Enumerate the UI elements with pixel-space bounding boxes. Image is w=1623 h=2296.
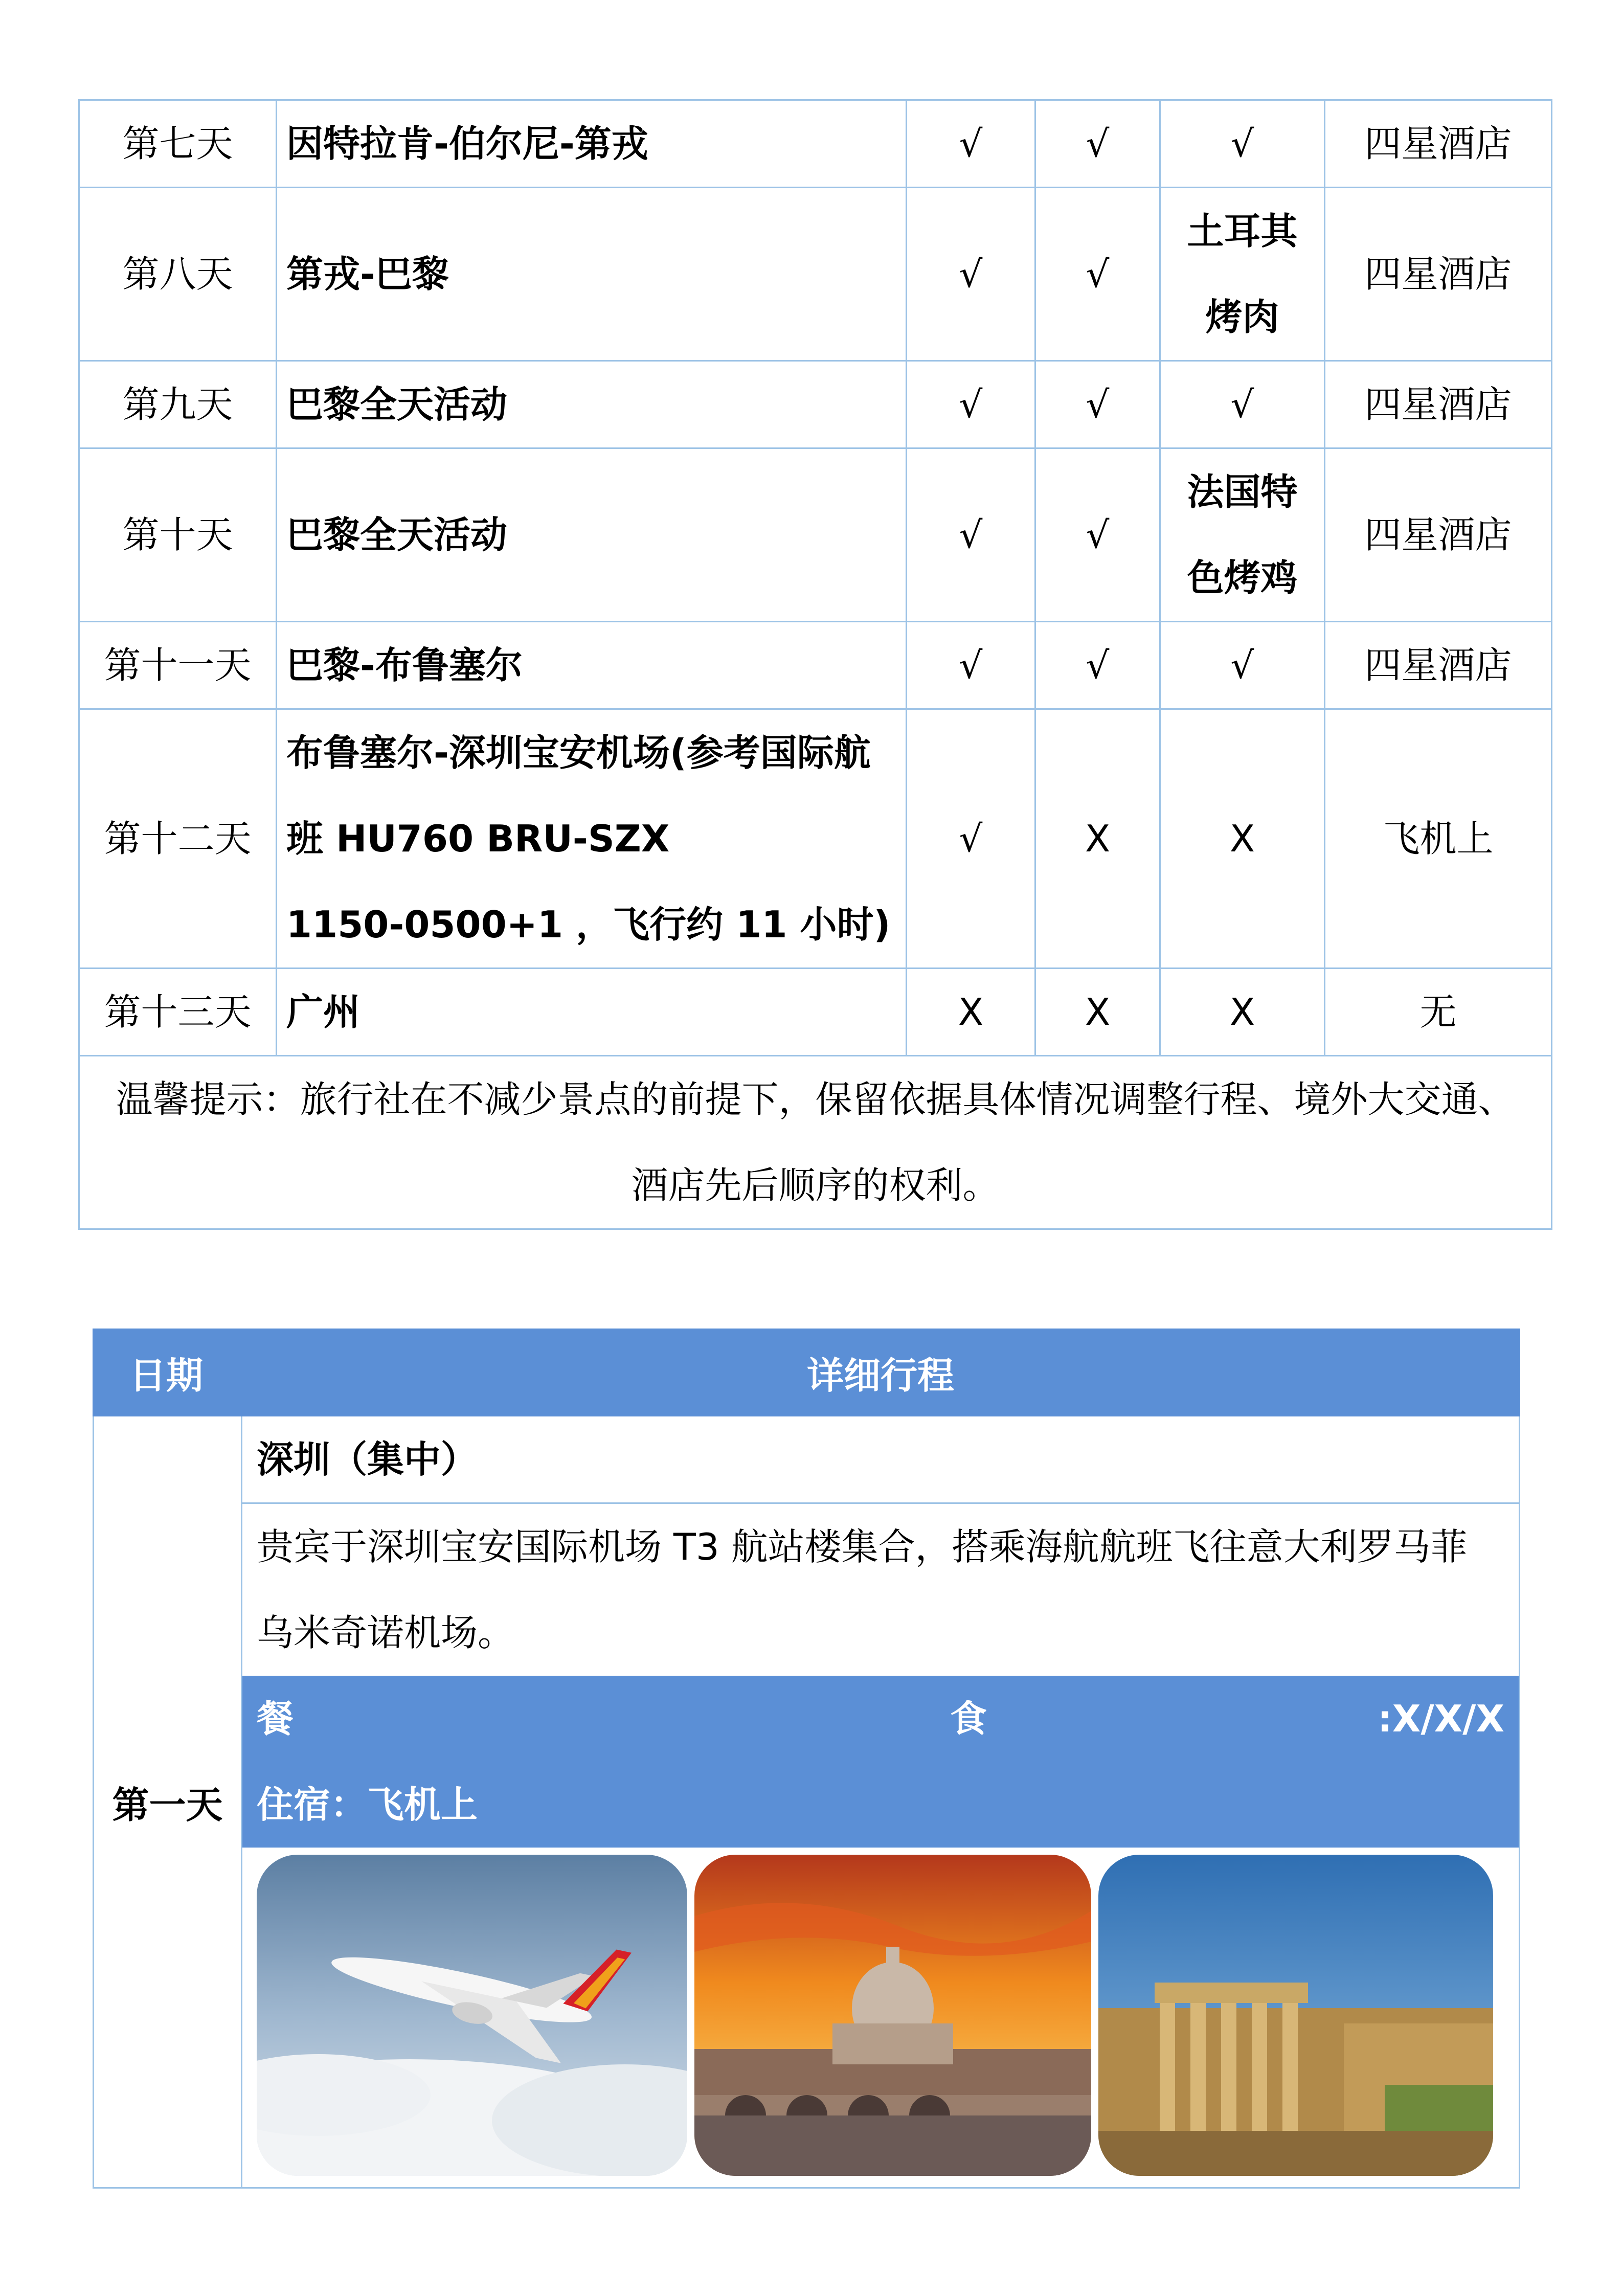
meal-lodging-bar <box>242 1676 1519 1848</box>
route-line: 班 HU760 BRU-SZX <box>286 817 670 860</box>
day-cell: 第七天 <box>79 100 277 188</box>
dinner-cell <box>1160 448 1325 622</box>
notice-line: 酒店先后顺序的权利。 <box>631 1164 1000 1207</box>
route-cell: 巴黎全天活动 <box>277 448 907 622</box>
day-content <box>242 1416 1519 2187</box>
breakfast-cell: √ <box>907 361 1035 448</box>
day-cell: 第八天 <box>79 188 277 361</box>
route-cell <box>277 709 907 969</box>
hotel-cell: 四星酒店 <box>1325 448 1552 622</box>
meal-label-1: 餐 <box>257 1697 294 1740</box>
airplane-image <box>257 1855 687 2176</box>
travel-notice <box>79 1056 1552 1229</box>
table-row <box>79 969 1552 1056</box>
airplane-photo <box>257 1855 687 2176</box>
route-cell: 广州 <box>277 969 907 1056</box>
lunch-cell: √ <box>1035 100 1160 188</box>
meal-label-2: 食 <box>950 1697 987 1740</box>
table-row <box>79 361 1552 448</box>
breakfast-cell: √ <box>907 188 1035 361</box>
day-cell: 第十一天 <box>79 622 277 709</box>
lunch-cell: √ <box>1035 361 1160 448</box>
lodging-line: 住宿：飞机上 <box>257 1783 478 1826</box>
breakfast-cell: √ <box>907 709 1035 969</box>
breakfast-cell: √ <box>907 448 1035 622</box>
lunch-cell: X <box>1035 969 1160 1056</box>
day-cell: 第十二天 <box>79 709 277 969</box>
day-description <box>242 1504 1519 1676</box>
description-line: 贵宾于深圳宝安国际机场 T3 航站楼集合，搭乘海航航班飞往意大利罗马菲 <box>257 1525 1468 1568</box>
notice-line: 温馨提示：旅行社在不减少景点的前提下，保留依据具体情况调整行程、境外大交通、 <box>116 1078 1515 1121</box>
roman-forum-image <box>1098 1855 1493 2176</box>
hotel-cell: 四星酒店 <box>1325 622 1552 709</box>
vatican-sunset-photo <box>694 1855 1091 2176</box>
route-cell: 第戎-巴黎 <box>277 188 907 361</box>
day-cell: 第九天 <box>79 361 277 448</box>
description-line: 乌米奇诺机场。 <box>257 1611 515 1654</box>
breakfast-cell: X <box>907 969 1035 1056</box>
breakfast-cell: √ <box>907 100 1035 188</box>
dinner-line: 色烤鸡 <box>1187 556 1298 599</box>
dinner-cell: √ <box>1160 361 1325 448</box>
day-label: 第一天 <box>94 1416 242 2187</box>
day-cell: 第十天 <box>79 448 277 622</box>
hotel-cell: 四星酒店 <box>1325 188 1552 361</box>
breakfast-cell: √ <box>907 622 1035 709</box>
lunch-cell: √ <box>1035 188 1160 361</box>
table-row <box>79 100 1552 188</box>
dinner-line: 土耳其 <box>1187 210 1298 253</box>
dinner-line: 烤肉 <box>1205 296 1279 339</box>
hotel-cell: 四星酒店 <box>1325 100 1552 188</box>
route-cell: 因特拉肯-伯尔尼-第戎 <box>277 100 907 188</box>
vatican-image <box>694 1855 1091 2176</box>
table-header <box>93 1329 1520 1416</box>
dinner-line: 法国特 <box>1187 470 1298 513</box>
table-row <box>79 709 1552 969</box>
lunch-cell: √ <box>1035 448 1160 622</box>
header-date: 日期 <box>129 1354 204 1397</box>
hotel-cell: 无 <box>1325 969 1552 1056</box>
dinner-cell: √ <box>1160 100 1325 188</box>
route-cell: 巴黎-布鲁塞尔 <box>277 622 907 709</box>
route-line: 1150-0500+1 ，飞行约 11 小时) <box>286 903 891 946</box>
photo-strip <box>242 1848 1519 2187</box>
dinner-cell: X <box>1160 709 1325 969</box>
lunch-cell: X <box>1035 709 1160 969</box>
header-itinerary: 详细行程 <box>806 1354 954 1397</box>
lunch-cell: √ <box>1035 622 1160 709</box>
table-row <box>79 448 1552 622</box>
detailed-itinerary-table <box>93 1329 1520 2189</box>
day-cell: 第十三天 <box>79 969 277 1056</box>
day-one-row <box>93 1416 1520 2189</box>
hotel-cell: 四星酒店 <box>1325 361 1552 448</box>
roman-forum-photo <box>1098 1855 1493 2176</box>
table-row <box>79 622 1552 709</box>
dinner-cell: X <box>1160 969 1325 1056</box>
meal-value: :X/X/X <box>1378 1697 1504 1740</box>
hotel-cell: 飞机上 <box>1325 709 1552 969</box>
route-cell: 巴黎全天活动 <box>277 361 907 448</box>
notice-row <box>79 1056 1552 1229</box>
itinerary-summary-table <box>78 99 1552 1230</box>
meal-line <box>257 1676 1504 1762</box>
city-title: 深圳（集中） <box>242 1416 1519 1504</box>
table-row <box>79 188 1552 361</box>
route-line: 布鲁塞尔-深圳宝安机场(参考国际航 <box>286 731 871 774</box>
dinner-cell: √ <box>1160 622 1325 709</box>
dinner-cell <box>1160 188 1325 361</box>
